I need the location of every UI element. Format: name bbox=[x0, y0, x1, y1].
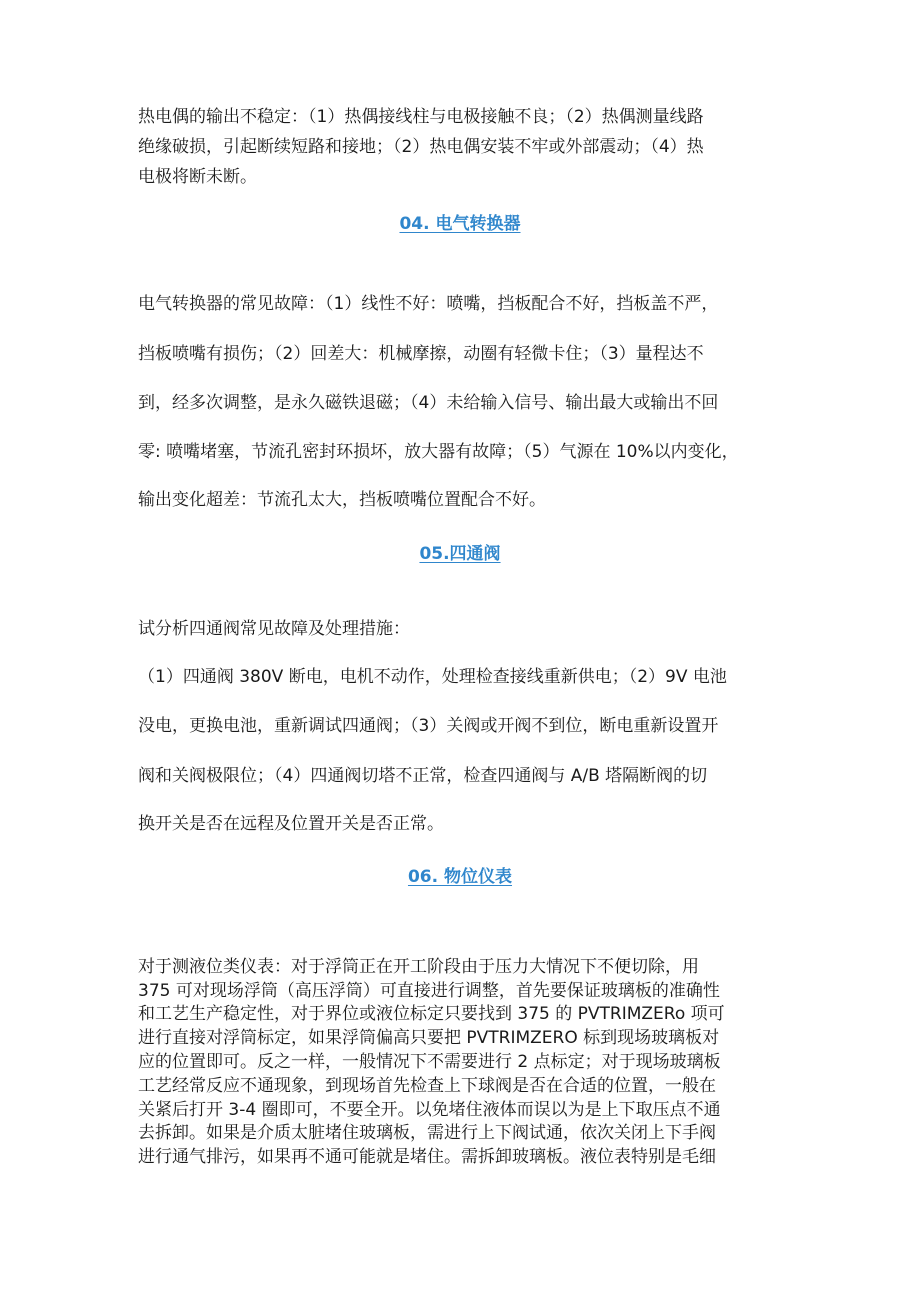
section-04-line-5: 输出变化超差：节流孔太大，挡板喷嘴位置配合不好。 bbox=[138, 490, 546, 510]
section-06-line-3: 和工艺生产稳定性，对于界位或液位标定只要找到 375 的 PVTRIMZERo 项可 bbox=[138, 1004, 725, 1024]
section-04-line-2: 挡板喷嘴有损伤；（2）回差大：机械摩擦，动圈有轻微卡住；（3）量程达不 bbox=[138, 344, 704, 364]
section-06-line-5: 应的位置即可。反之一样，一般情况下不需要进行 2 点标定；对于现场玻璃板 bbox=[138, 1052, 721, 1072]
section-04-line-3: 到，经多次调整，是永久磁铁退磁；（4）未给输入信号、输出最大或输出不回 bbox=[138, 393, 719, 413]
intro-line-3: 电极将断未断。 bbox=[138, 167, 257, 187]
section-05-line-2: 没电，更换电池，重新调试四通阀；（3）关阀或开阀不到位，断电重新设置开 bbox=[138, 716, 719, 736]
section-05-heading: 05.四通阀 bbox=[419, 544, 501, 564]
section-05-line-1: （1）四通阀 380V 断电，电机不动作，处理检查接线重新供电；（2）9V 电池 bbox=[138, 667, 727, 687]
section-06-line-4: 进行直接对浮筒标定，如果浮筒偏高只要把 PVTRIMZERO 标到现场玻璃板对 bbox=[138, 1028, 720, 1048]
section-06-line-1: 对于测液位类仪表：对于浮筒正在开工阶段由于压力大情况下不便切除，用 bbox=[138, 957, 699, 977]
section-04-line-1: 电气转换器的常见故障：（1）线性不好：喷嘴，挡板配合不好，挡板盖不严， bbox=[138, 294, 719, 314]
section-05-line-4: 换开关是否在远程及位置开关是否正常。 bbox=[138, 814, 444, 834]
section-04-line-4: 零: 喷嘴堵塞，节流孔密封环损坏，放大器有故障；（5）气源在 10%以内变化， bbox=[138, 442, 739, 462]
section-05-question: 试分析四通阀常见故障及处理措施： bbox=[138, 619, 410, 639]
section-05-line-3: 阀和关阀极限位；（4）四通阀切塔不正常，检查四通阀与 A/B 塔隔断阀的切 bbox=[138, 766, 708, 786]
intro-line-1: 热电偶的输出不稳定：（1）热偶接线柱与电极接触不良；（2）热偶测量线路 bbox=[138, 107, 704, 127]
section-04-heading: 04. 电气转换器 bbox=[399, 214, 521, 234]
section-06-line-9: 进行通气排污，如果再不通可能就是堵住。需拆卸玻璃板。液位表特别是毛细 bbox=[138, 1147, 716, 1167]
section-06-line-8: 去拆卸。如果是介质太脏堵住玻璃板，需进行上下阀试通，依次关闭上下手阀 bbox=[138, 1123, 716, 1143]
section-06-line-2: 375 可对现场浮筒（高压浮筒）可直接进行调整，首先要保证玻璃板的准确性 bbox=[138, 981, 720, 1001]
section-06-line-7: 关紧后打开 3-4 圈即可，不要全开。以免堵住液体而误以为是上下取压点不通 bbox=[138, 1100, 721, 1120]
intro-line-2: 绝缘破损，引起断续短路和接地；（2）热电偶安装不牢或外部震动；（4）热 bbox=[138, 137, 704, 157]
section-06-heading: 06. 物位仪表 bbox=[407, 867, 513, 887]
section-06-line-6: 工艺经常反应不通现象，到现场首先检查上下球阀是否在合适的位置，一般在 bbox=[138, 1076, 716, 1096]
